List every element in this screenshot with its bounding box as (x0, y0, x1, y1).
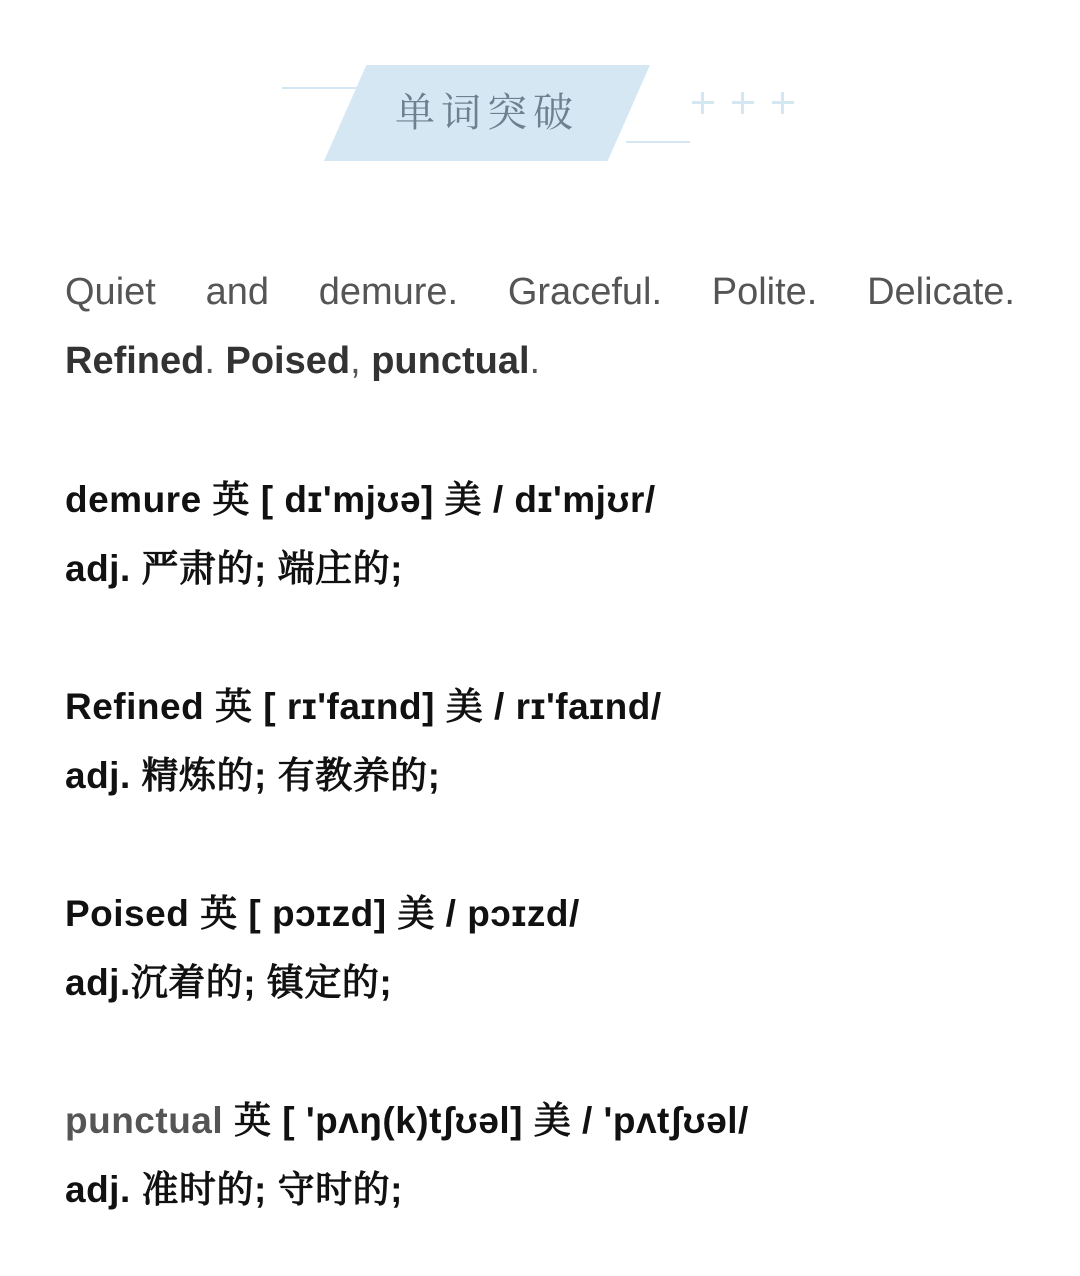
section-header (0, 0, 1080, 200)
section-title: 单词突破 (395, 90, 579, 136)
plus-icon (728, 88, 758, 118)
entry-definition: adj. 严肃的; 端庄的; (65, 548, 403, 589)
intro-word: Delicate. (867, 271, 1015, 313)
entry-headline (65, 465, 1015, 534)
intro-line-1 (65, 258, 1015, 327)
entry-definition: adj. 准时的; 守时的; (65, 1169, 403, 1210)
intro-paragraph (65, 258, 1015, 396)
intro-word: Quiet (65, 271, 156, 313)
intro-keyword: Poised (225, 340, 351, 382)
entry-definition: adj.沉着的; 镇定的; (65, 962, 393, 1003)
intro-keyword: Refined (65, 340, 205, 382)
intro-line-2 (65, 327, 1015, 396)
vocab-entry-poised (65, 879, 1015, 1017)
entry-pronunciation: 英 [ 'pʌŋ(k)tʃʊəl] 美 / 'pʌtʃʊəl/ (223, 1100, 749, 1141)
entry-pronunciation: 英 [ dɪ'mjʊə] 美 / dɪ'mjʊr/ (201, 479, 656, 520)
vocab-entry-punctual (65, 1086, 1015, 1224)
entry-pronunciation: 英 [ pɔɪzd] 美 / pɔɪzd/ (189, 893, 580, 934)
entry-definition: adj. 精炼的; 有教养的; (65, 755, 441, 796)
intro-word: demure. (318, 271, 459, 313)
entry-headline (65, 1086, 1015, 1155)
intro-keyword: punctual (371, 340, 530, 382)
intro-punct: . (529, 340, 541, 382)
vocab-entry-refined (65, 672, 1015, 810)
entry-word: punctual (65, 1100, 224, 1141)
entry-headline (65, 672, 1015, 741)
intro-punct: . (204, 340, 226, 382)
intro-word: Graceful. (507, 271, 663, 313)
entry-pronunciation: 英 [ rɪ'faɪnd] 美 / rɪ'faɪnd/ (204, 686, 662, 727)
entry-word: demure (65, 479, 202, 520)
intro-word: and (205, 271, 269, 313)
entry-word: Refined (65, 686, 205, 727)
intro-word: Polite. (711, 271, 818, 313)
decorative-plus-group (688, 88, 798, 128)
entry-word: Poised (65, 893, 190, 934)
article-body (65, 258, 1015, 1224)
plus-icon (688, 88, 718, 118)
entry-headline (65, 879, 1015, 948)
header-line-right (626, 141, 690, 143)
vocab-entry-demure (65, 465, 1015, 603)
plus-icon (768, 88, 798, 118)
intro-punct: , (350, 340, 372, 382)
